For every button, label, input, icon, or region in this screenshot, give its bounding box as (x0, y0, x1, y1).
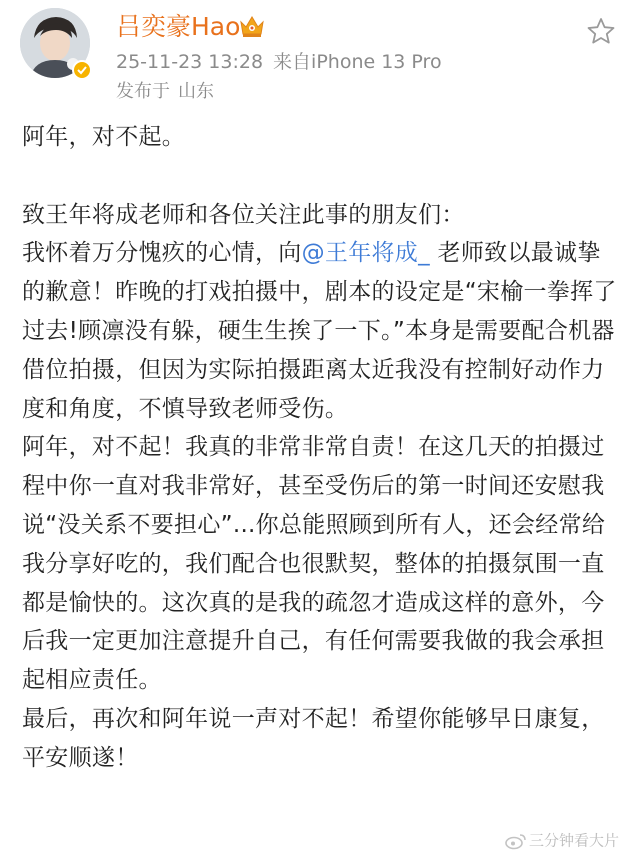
post-location (116, 80, 214, 104)
paragraph-1-rest: 老师致以最诚挚的歉意！昨晚的打戏拍摄中，剧本的设定是“宋榆一拳挥了过去!顾凛没有躲，硬生生挨了一下。”本身是需要配合机器借位拍摄，但因为实际拍摄距离太近我没有控制好动作力度和角度，不慎导致老师受伤。 (22, 240, 617, 422)
mention-link[interactable]: @王年将成_ (301, 240, 430, 267)
weibo-logo-icon (505, 832, 527, 850)
post-source: 来自iPhone 13 Pro (273, 51, 442, 73)
location-name: 山东 (178, 81, 214, 102)
post-line-apology: 阿年，对不起。 (22, 124, 186, 150)
post-paragraph-2: 阿年，对不起！我真的非常非常自责！在这几天的拍摄过程中你一直对我非常好，甚至受伤后的第一时间还安慰我说“没关系不要担心”...你总能照顾到所有人，还会经常给我分享好吃的，我们配合也很默契，整体的拍摄氛围一直都是愉快的。这次真的是我的疏忽才造成这样的意外，今后我一定更加注意提升自己，有任何需要我做的我会承担起相应责任。 (22, 434, 606, 694)
crown-icon (238, 13, 266, 39)
paragraph-1-intro: 我怀着万分愧疚的心情，向 (22, 240, 302, 267)
verified-badge-icon (72, 60, 92, 80)
avatar[interactable] (20, 8, 94, 82)
blank-line (22, 157, 620, 196)
post-paragraph-3: 最后，再次和阿年说一声对不起！希望你能够早日康复，平安顺遂！ (22, 705, 605, 771)
post-paragraph-1 (22, 234, 620, 428)
post-body (22, 118, 620, 778)
post-timestamp: 25-11-23 13:28 (116, 51, 264, 73)
post-greeting: 致王年将成老师和各位关注此事的朋友们： (22, 201, 465, 228)
user-name[interactable]: 吕奕豪Hao (116, 12, 241, 41)
watermark-text: 三分钟看大片 (529, 831, 620, 850)
watermark (505, 828, 619, 852)
star-outline-icon[interactable] (586, 16, 616, 46)
post-header (0, 0, 640, 112)
location-prefix: 发布于 (116, 81, 170, 102)
post-meta (116, 50, 442, 74)
